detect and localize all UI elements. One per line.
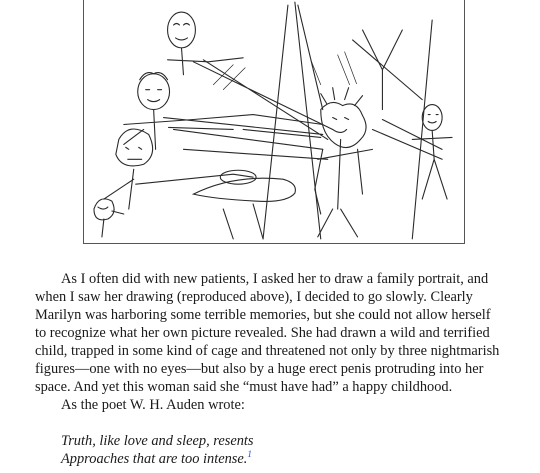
auden-intro-paragraph bbox=[35, 396, 517, 414]
poem-line-2 bbox=[61, 450, 254, 468]
poem-line-2-text: Approaches that are too intense. bbox=[61, 451, 248, 467]
poem-line-1: Truth, like love and sleep, resents bbox=[61, 433, 254, 449]
paragraph-line: figures—one with no eyes—but also by a huge erect penis protruding into her bbox=[35, 361, 484, 377]
footnote-link[interactable]: 1 bbox=[247, 449, 252, 460]
family-portrait-drawing bbox=[83, 0, 465, 244]
paragraph-line: when I saw her drawing (reproduced above), I decided to go slowly. Clearly bbox=[35, 289, 473, 305]
pencil-sketch bbox=[84, 0, 464, 243]
auden-intro: As the poet W. H. Auden wrote: bbox=[61, 397, 245, 413]
paragraph-line: Marilyn was harboring some terrible memories, but she could not allow herself bbox=[35, 307, 491, 323]
paragraph-line: child, trapped in some kind of cage and threatened not only by three nightmarish bbox=[35, 343, 500, 359]
paragraph-line: to recognize what her own picture revealed. She had drawn a wild and terrified bbox=[35, 325, 490, 341]
poem-quote bbox=[61, 432, 254, 468]
paragraph-line: space. And yet this woman said she “must have had” a happy childhood. bbox=[35, 379, 453, 395]
paragraph-line: As I often did with new patients, I asked her to draw a family portrait, and bbox=[61, 271, 489, 287]
body-paragraph bbox=[35, 270, 517, 396]
